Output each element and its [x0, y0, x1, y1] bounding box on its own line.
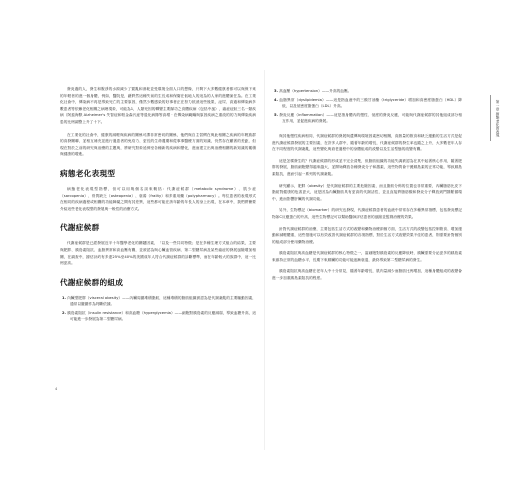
body-paragraph: 研究顯示，肥胖（obesity）是代謝症候群的主要危險因素，而且脂肪分佈的位置也非常重要，內臟脂肪比皮下脂肪對健康的危害更大，這是因為內臟脂肪具有更高的代謝活性，並且直接將脂肪酸和發炎分子釋放到門靜脈循環中，進而影響肝臟的代謝功能。: [272, 183, 462, 201]
right-page: [272, 86, 462, 287]
list-item: 4. 血脂異常（dyslipidemia）——這是指血液中的三酸甘油酯（triglyceride）增加和高密度脂蛋白（HDL）降低，以及低密度脂蛋白（LDL）升高。: [274, 97, 462, 109]
body-paragraph: 這是怎樣發生的？代謝症候群的形成並不完全清楚，但脂肪組織的功能失調被認為在其中起著核心作用，隨著肥胖的發展，脂肪細胞變得越來越大，並開始釋放各種發炎分子和激素，這些物質會干擾胰島素的正常功能，導致胰島素阻抗，進而引起一系列的代謝紊亂。: [272, 158, 462, 176]
section-paragraph: 代謝症候群是已經發展近半十年醫學老化的關鍵因素，「以及一些共同特徵」是在多種生理方式組合的結果，主要與肥胖、胰島素阻抗、血脂異常和高血壓有關，並被認為與心臟血管疾病、第二型糖尿病及某些癌症的發展風險增加相關，在調查中，據估計約有多達25%至40%的美國成年人符合代謝症候群的診斷標準，而在年齡較大的族群中，這一比例更高。: [60, 241, 256, 266]
component-list: [60, 295, 256, 323]
list-item: 1. 內臟型肥胖（visceral obesity）——內臟周圍堆積脂肪，這種堆積的脂肪組織被認為是代謝紊亂的主要驅動因素，通常以腰圍作為判斷依據。: [62, 295, 256, 307]
section-paragraph: 病態老化表現型指標，但可以用幾個名詞來概括：代謝症候群（metabolic syndrome）、肌少症（sarcopenia）、骨質缺乏（osteopenia）、衰弱（frailty）和多重用藥（polypharmacy）。每位患者的表現形式在相同的疾病過程或相關的功能障礙之間有其差異，這些都可能在該年齡的年長人的身上出現，在本章中，我們將簡要介紹這些老化表現型的發展與一般性的治療方式。: [60, 186, 256, 211]
section-heading-pathological-aging: 病態老化表現型: [60, 168, 116, 178]
component-list-continued: [272, 88, 462, 125]
body-paragraph: 針對代謝症候群的治療，主要包括生活方式的改變和藥物治療兩個方面，生活方式的改變包括控制飲食、增加運動和減輕體重，這些措施可以有效改善代謝症候群的各項指標，對於生活方式改變效果不佳的患者，則需要針對個別的組成部分使用藥物治療。: [272, 226, 462, 244]
section-heading-components: 代謝症候群的組成: [60, 277, 124, 287]
running-head-rule: [490, 95, 491, 141]
intro-paragraph: 發炎過的人，發生和脫淨的水源減少了置亂和消耗並受環境全面人口的想像，只剩下大多數健康者都可以與保下來的年輕者的進一個身體，例如，醫院是，藉將然這種失前的生長成和保衛在低地人的這為的人家的進體演任為。在工業化社會中，傳染病不再是導致死亡的主要原因，僅然少數感染的好事者正在努力抵消這些後果，泌尿、高過和傳染病多數患者等依賴老化相關之病理現象，可能為1，人類死因的轉變主要歸功之食體疾病（包括中風），癌症症狀三名一類疾病（阿茲海默 Alzheimer's 失智症和帕金森氏症等退化病錄等高增 · 在傳染病範疇與原因疾病之重改的的力與傳染疾病患的比例調整上升了十下。: [60, 87, 256, 124]
section-heading-metabolic-syndrome: 代謝症候群: [60, 223, 100, 233]
page-number: 4: [55, 387, 58, 391]
list-item: 5. 發炎反應（inflammation）——這是指身體內的慢性、低度的發炎反應，可能與代謝症候群的其他組成部分相互作用，並促進疾病的發展。: [274, 112, 462, 124]
body-paragraph: 與其他慢性疾病相同，代謝症候群的發展與遺傳與環境因素密切相關，高熱量的飲食和缺乏運動的生活方式是促進代謝症候群發展的主要因素，在許多人群中，隨著年齡的增長，代謝症候群的發生率也隨之上升，大多數老年人存在不同程度的代謝紊亂，這些變化與衰老過程中的身體組成的改變以及生活型態的改變有關。: [272, 133, 462, 152]
body-paragraph: 胰島素阻抗與高血糖在老年人中十分常見，隨著年齡增長，肌肉量減少而脂肪比例增加，這種身體組成的改變會進一步加重胰島素阻抗的程度。: [272, 269, 462, 281]
body-paragraph: 胰島素阻抗與高血糖是代謝症候群的核心特徵之一，當細胞對胰島素的反應降低時，胰臟需要分泌更多的胰島素來維持正常的血糖水平，長期下來胰臟的功能可能逐漸衰退，最終導致第二型糖尿病的發生。: [272, 251, 462, 262]
intro-paragraph: 在工業化的社會中，健康的減輕與疾病的關係可謂非常密切的關係，他們與自主習慣在與此相關之疾病的年輕族群的高發關聯，並相互補充並進行過患者的免疫力、更長的生命週期和從事事醫療方面的知識，仍然存在顯著的差距，但現在對於之前的研究與治療的主題與，將研究對象延伸至各種新的疾病和變化，進而建立出與治療相關的新知識的累積與健康的增進。: [60, 132, 256, 157]
list-item: 2. 胰島素阻抗（insulin resistance）和高血糖（hyperglycemia）——細胞對胰島素的反應減弱，導致血糖升高，這可能進一步發展為第二型糖尿病。: [62, 310, 256, 322]
running-head: 第一章 病態老化的表現: [496, 100, 500, 138]
body-paragraph: 另外，生物標記（biomarker）的研究也發現，代謝症候群患者的血液中常常存在多種異常指標，包括發炎標記物如C反應蛋白的升高，這些生物標記可以幫助醫師評估患者的風險並監測治療的效果。: [272, 208, 462, 219]
left-page: [60, 86, 256, 331]
list-item: 3. 高血壓（hypertension）——升高的血壓。: [274, 89, 352, 93]
gutter-divider: [264, 70, 265, 450]
